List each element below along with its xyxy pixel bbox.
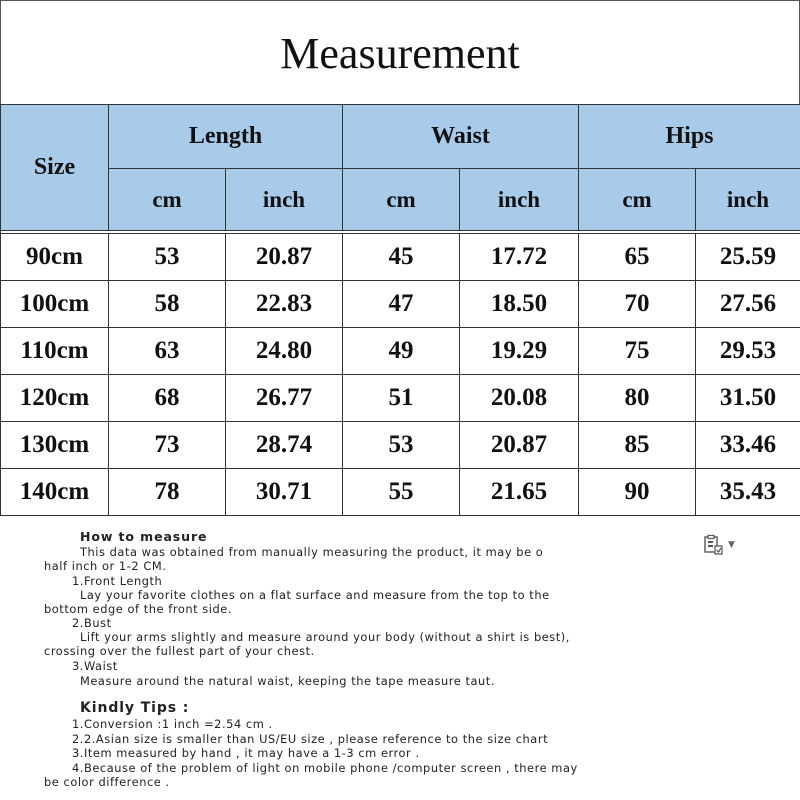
front-length-text: Lay your favorite clothes on a flat surface and measure from the top to the [80, 588, 550, 602]
hips-inch-cell: 27.56 [696, 281, 800, 328]
length-cm-cell: 68 [109, 375, 226, 422]
length-inch-cell: 24.80 [226, 328, 343, 375]
waist-inch-cell: 20.08 [460, 375, 579, 422]
length-inch-cell: 28.74 [226, 422, 343, 469]
bust-text: Lift your arms slightly and measure around your body (without a shirt is best), [80, 630, 570, 644]
size-cell: 90cm [1, 234, 109, 281]
unit-header: cm [579, 169, 696, 231]
clipboard-icon [702, 534, 724, 556]
length-inch-cell: 22.83 [226, 281, 343, 328]
tip-item: be color difference . [44, 775, 170, 789]
chevron-down-icon: ▼ [728, 540, 735, 550]
waist-cm-cell: 47 [343, 281, 460, 328]
length-header: Length [109, 105, 343, 169]
tip-item: 3.Item measured by hand , it may have a 1-3 cm error . [72, 746, 420, 760]
unit-header: inch [460, 169, 579, 231]
bust-heading: 2.Bust [72, 616, 112, 630]
size-cell: 120cm [1, 375, 109, 422]
table-row [1, 328, 800, 375]
hips-cm-cell: 70 [579, 281, 696, 328]
waist-cm-cell: 45 [343, 234, 460, 281]
waist-inch-cell: 20.87 [460, 422, 579, 469]
hips-cm-cell: 65 [579, 234, 696, 281]
tip-item: 4.Because of the problem of light on mobile phone /computer screen , there may [72, 761, 578, 775]
waist-inch-cell: 19.29 [460, 328, 579, 375]
length-cm-cell: 58 [109, 281, 226, 328]
hips-inch-cell: 35.43 [696, 469, 800, 516]
chart-title: Measurement [0, 0, 800, 105]
length-cm-cell: 73 [109, 422, 226, 469]
hips-inch-cell: 31.50 [696, 375, 800, 422]
tip-item: 1.Conversion :1 inch =2.54 cm . [72, 717, 273, 731]
waist-inch-cell: 17.72 [460, 234, 579, 281]
hips-cm-cell: 90 [579, 469, 696, 516]
unit-header: inch [696, 169, 800, 231]
waist-heading: 3.Waist [72, 659, 118, 673]
unit-header: cm [109, 169, 226, 231]
length-cm-cell: 78 [109, 469, 226, 516]
unit-header: inch [226, 169, 343, 231]
bust-text: crossing over the fullest part of your chest. [44, 644, 315, 658]
waist-cm-cell: 49 [343, 328, 460, 375]
size-header: Size [1, 105, 109, 231]
hips-cm-cell: 85 [579, 422, 696, 469]
waist-inch-cell: 21.65 [460, 469, 579, 516]
length-inch-cell: 20.87 [226, 234, 343, 281]
length-cm-cell: 63 [109, 328, 226, 375]
hips-header: Hips [579, 105, 800, 169]
intro-text: This data was obtained from manually measuring the product, it may be o [80, 545, 544, 559]
unit-header: cm [343, 169, 460, 231]
paste-options-icon[interactable] [702, 530, 746, 560]
table-row [1, 281, 800, 328]
waist-inch-cell: 18.50 [460, 281, 579, 328]
waist-text: Measure around the natural waist, keeping the tape measure taut. [80, 674, 495, 688]
table-row [1, 422, 800, 469]
size-cell: 100cm [1, 281, 109, 328]
tip-item: 2.2.Asian size is smaller than US/EU size , please reference to the size chart [72, 732, 549, 746]
front-length-text: bottom edge of the front side. [44, 602, 233, 616]
hips-inch-cell: 25.59 [696, 234, 800, 281]
front-length-heading: 1.Front Length [72, 574, 163, 588]
size-cell: 140cm [1, 469, 109, 516]
waist-cm-cell: 55 [343, 469, 460, 516]
hips-inch-cell: 29.53 [696, 328, 800, 375]
table-row [1, 234, 800, 281]
waist-cm-cell: 51 [343, 375, 460, 422]
size-cell: 130cm [1, 422, 109, 469]
intro-text: half inch or 1-2 CM. [44, 559, 167, 573]
length-inch-cell: 30.71 [226, 469, 343, 516]
kindly-tips-heading: Kindly Tips : [80, 700, 190, 716]
size-table [0, 104, 800, 516]
table-row [1, 375, 800, 422]
measurement-notes [0, 524, 800, 800]
waist-header: Waist [343, 105, 579, 169]
hips-cm-cell: 75 [579, 328, 696, 375]
how-to-measure-heading: How to measure [80, 529, 208, 544]
hips-cm-cell: 80 [579, 375, 696, 422]
size-cell: 110cm [1, 328, 109, 375]
length-cm-cell: 53 [109, 234, 226, 281]
table-row [1, 469, 800, 516]
waist-cm-cell: 53 [343, 422, 460, 469]
length-inch-cell: 26.77 [226, 375, 343, 422]
hips-inch-cell: 33.46 [696, 422, 800, 469]
